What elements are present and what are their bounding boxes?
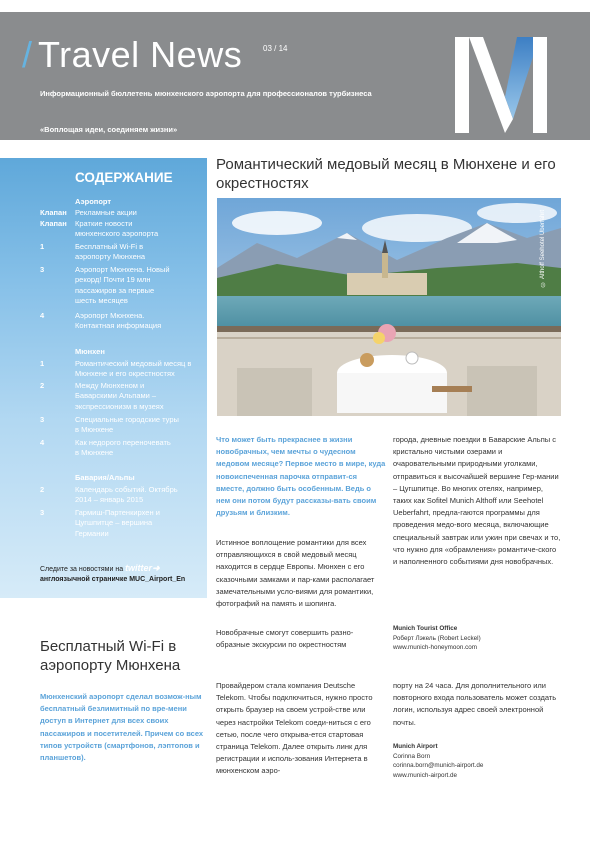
toc-page: 4 bbox=[40, 438, 45, 447]
title-slash: / bbox=[22, 34, 33, 75]
contact-name: Corinna Born bbox=[393, 752, 431, 760]
toc-text: Как недорого переночевать в Мюнхене bbox=[75, 438, 171, 458]
toc-section-munich: Мюнхен bbox=[75, 347, 105, 356]
toc-title: СОДЕРЖАНИЕ bbox=[75, 170, 173, 185]
toc-text: Аэропорт Мюнхена. Новый рекорд! Почти 19 млн пассажиров за первые шесть месяцев bbox=[75, 265, 170, 305]
contact-website-link[interactable]: www.munich-honeymoon.com bbox=[393, 644, 477, 651]
toc-page: 2 bbox=[40, 381, 45, 390]
twitter-logo[interactable]: twitter bbox=[125, 563, 153, 573]
twitter-follow-note bbox=[40, 563, 205, 585]
twitter-handle-link[interactable]: MUC_Airport_En bbox=[129, 576, 186, 583]
toc-text: Календарь событий. Октябрь 2014 – январь 2015 bbox=[75, 485, 178, 505]
contact-name: Роберт Лэкель (Robert Leckel) bbox=[393, 634, 481, 642]
photo-credit: © Althoff Seehotel Überfahrt bbox=[540, 210, 546, 287]
toc-text: Специальные городские туры в Мюнхене bbox=[75, 415, 179, 435]
newsletter-slogan: «Воплощая идеи, соединяем жизни» bbox=[40, 125, 178, 134]
wifi-body-mid: Провайдером стала компания Deutsche Telekom. Чтобы подключиться, нужно просто открыть браузер на своем устрой-стве или через настройки Telekom соеди-ниться с его сетью, после чего открыва-ется стартовая страница Telekom. Далее открыть линк для регистрации и исполь-зования Интернета в мюнхенском аэро- bbox=[216, 681, 373, 776]
table-of-contents bbox=[0, 158, 207, 598]
contact-org: Munich Airport bbox=[393, 743, 438, 750]
toc-text: Краткие новости мюнхенского аэропорта bbox=[75, 219, 159, 239]
wifi-lead: Мюнхенский аэропорт сделал возмож-ным бесплатный безлимитный по вре-мени доступ в Интернет для всех своих пассажиров и посетителей. Причем со всех типов устройств (смартфонов, лэптопов и планшетов). bbox=[40, 692, 204, 763]
article-title-honeymoon: Романтический медовый месяц в Мюнхене и его окрестностях bbox=[216, 156, 556, 192]
toc-page: 2 bbox=[40, 485, 45, 494]
twitter-bird-icon: ➜ bbox=[152, 563, 160, 573]
honeymoon-contact bbox=[393, 624, 561, 653]
toc-page: 3 bbox=[40, 508, 45, 517]
lake-terrace-photo bbox=[217, 198, 561, 416]
toc-page: 1 bbox=[40, 242, 45, 251]
toc-text: Гармиш-Партенкирхен и Цугшпитце – вершина Германии bbox=[75, 508, 160, 538]
contact-website-link[interactable]: www.munich-airport.de bbox=[393, 771, 458, 779]
masthead bbox=[0, 12, 590, 140]
toc-text: Романтический медовый месяц в Мюнхене и его окрестностях bbox=[75, 359, 192, 379]
newsletter-subtitle: Информационный бюллетень мюнхенского аэропорта для профессионалов турбизнеса bbox=[40, 89, 372, 98]
toc-page: 4 bbox=[40, 311, 45, 320]
honeymoon-body-left: Истинное воплощение романтики для всех отправляющихся в свой медовый месяц находится в сердце Европы. Мюнхен с его сказочными замками и пар-ками располагает замечательными усло-виями для романтики, фотографий на память и шопинга. bbox=[216, 538, 375, 609]
toc-text: Аэропорт Мюнхена. Контактная информация bbox=[75, 311, 162, 331]
toc-text: Бесплатный Wi-Fi в аэропорту Мюнхена bbox=[75, 242, 146, 262]
follow-suffix: англоязычной страничке bbox=[40, 576, 128, 583]
toc-section-airport: Аэропорт bbox=[75, 197, 112, 206]
contact-org: Munich Tourist Office bbox=[393, 625, 458, 632]
toc-text: Рекламные акции bbox=[75, 208, 137, 217]
toc-page: 3 bbox=[40, 265, 45, 274]
toc-page: 3 bbox=[40, 415, 45, 424]
wifi-body-right: порту на 24 часа. Для дополнительного или повторного входа пользователь может создать логин, используя адрес своей электронной почты. bbox=[393, 681, 557, 727]
toc-page: Клапан bbox=[40, 219, 67, 228]
follow-prefix: Следите за новостями на bbox=[40, 566, 124, 573]
toc-page: Клапан bbox=[40, 208, 67, 217]
newsletter-title: Travel News bbox=[38, 34, 243, 75]
issue-number: 03 / 14 bbox=[263, 44, 288, 53]
contact-email-link[interactable]: corinna.born@munich-airport.de bbox=[393, 762, 484, 769]
munich-airport-m-logo-icon bbox=[455, 37, 555, 137]
honeymoon-lead: Что может быть прекраснее в жизни новобрачных, чем мечты о чудесном медовом месяце? Первое место в мире, куда новоиспеченная парочка отправит-ся вместе, должно быть особенным. Ведь о нем они потом будут рассказы-вать своим друзьям и близким. bbox=[216, 435, 386, 518]
honeymoon-body-left-2: Новобрачные смогут совершить разно-образные экскурсии по окрестностям bbox=[216, 628, 354, 650]
honeymoon-body-right: города, дневные поездки в Баварские Альпы с кристально чистыми озерами и очаровательными природными уголками, отправиться к высочайшей вершине Гер-мании – Цугшпитце. Во многих отелях, например, таких как Sofitel Munich Althoff или Seehotel Ueberfahrt, предла-гаются программы для проведения медо-вого месяца, включающие специальный завтрак или ужин при свечах и то, что нужно для «обрамления» романтиче-ского и наполненного событиями дня новобрачных. bbox=[393, 435, 561, 567]
toc-section-bavaria: Бавария/Альпы bbox=[75, 473, 135, 482]
article-title-wifi: Бесплатный Wi-Fi в аэропорту Мюнхена bbox=[40, 638, 181, 674]
toc-text: Между Мюнхеном и Баварскими Альпами – экспрессионизм в музеях bbox=[75, 381, 164, 411]
toc-page: 1 bbox=[40, 359, 45, 368]
wifi-contact bbox=[393, 742, 561, 780]
